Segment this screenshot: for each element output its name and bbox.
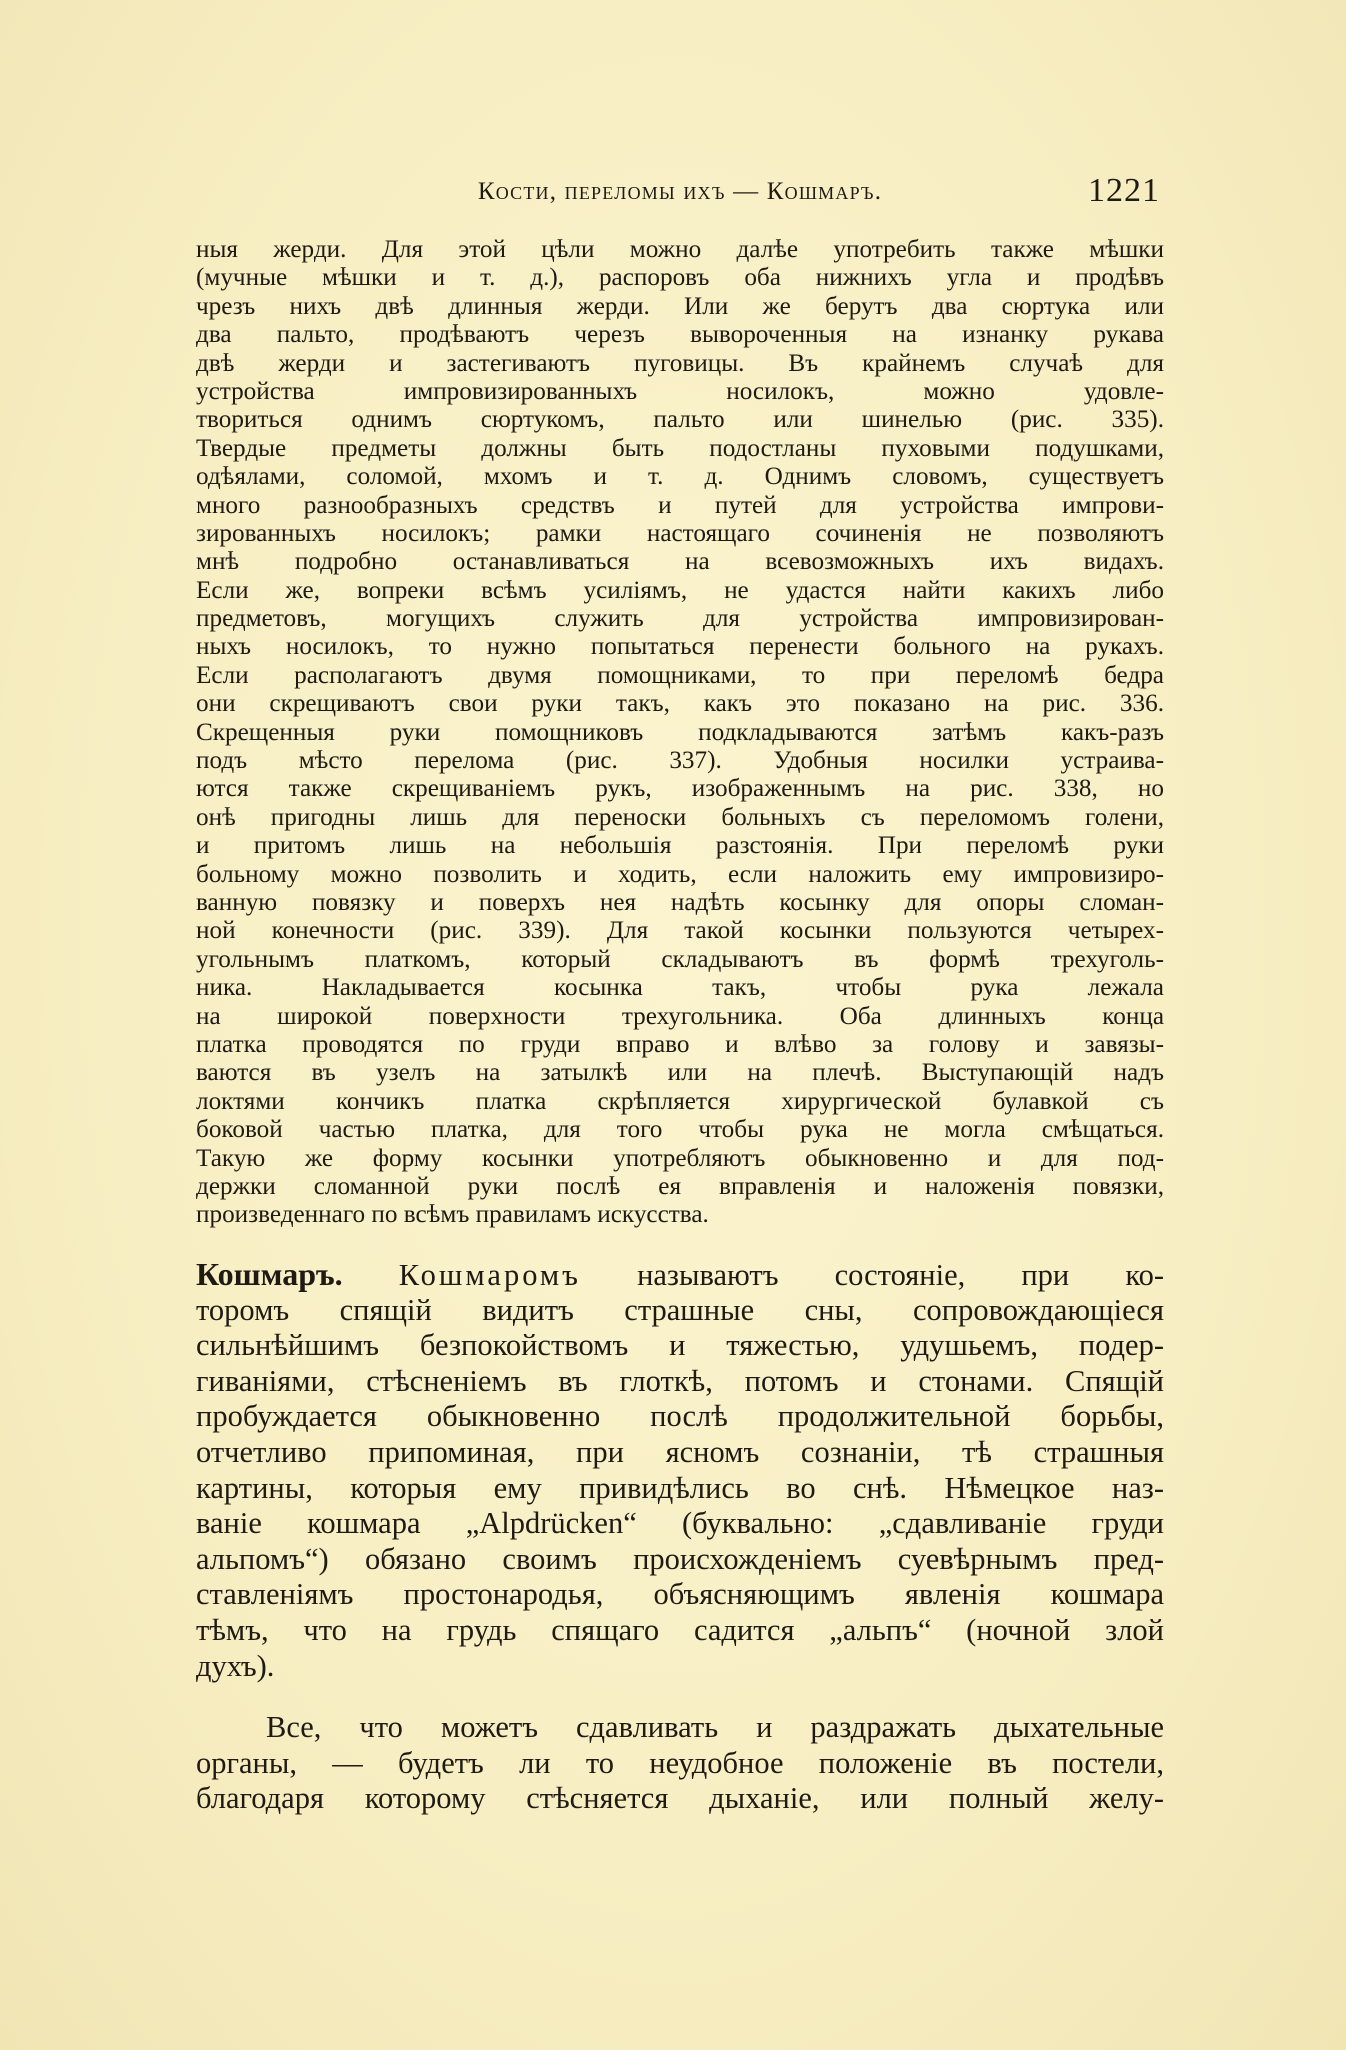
text-line: органы, — будетъ ли то неудобное положеніе въ постели, [196, 1745, 1164, 1780]
text-line: тѣмъ, что на грудь спящаго садится „альпъ“ (ночной злой [196, 1612, 1164, 1647]
text-line: сильнѣйшимъ безпокойствомъ и тяжестью, удушьемъ, подер- [196, 1328, 1164, 1363]
text-line: предметовъ, могущихъ служить для устройства импровизирован- [196, 605, 1164, 633]
text-line: угольнымъ платкомъ, который складываютъ въ формѣ трехуголь- [196, 945, 1164, 973]
text-line: отчетливо припоминая, при ясномъ сознаніи, тѣ страшныя [196, 1434, 1164, 1469]
text-line: Такую же форму косынки употребляютъ обыкновенно и для под- [196, 1144, 1164, 1172]
text-line: ванную повязку и поверхъ нея надѣть косынку для опоры сломан- [196, 888, 1164, 916]
text-line: два пальто, продѣваютъ черезъ вывороченныя на изнанку рукава [196, 321, 1164, 349]
text-line: духъ). [196, 1648, 275, 1683]
text-line: устройства импровизированныхъ носилокъ, можно удовле- [196, 377, 1164, 405]
text-line: Твердые предметы должны быть подостланы пуховыми подушками, [196, 434, 1164, 462]
page-number: 1221 [1088, 172, 1160, 209]
text-line: ваніе кошмара „Alpdrücken“ (буквально: „сдавливаніе груди [196, 1506, 1164, 1541]
text-line: (мучные мѣшки и т. д.), распоровъ оба нижнихъ угла и продѣвъ [196, 264, 1164, 292]
text-line: и притомъ лишь на небольшія разстоянія. При переломѣ руки [196, 832, 1164, 860]
text-line: ются также скрещиваніемъ рукъ, изображеннымъ на рис. 338, но [196, 775, 1164, 803]
text-line: твориться однимъ сюртукомъ, пальто или шинелью (рис. 335). [196, 406, 1164, 434]
running-title: Кости, переломы ихъ — Кошмаръ. [477, 178, 883, 205]
text-line: боковой частью платка, для того чтобы рука не могла смѣщаться. [196, 1116, 1164, 1144]
text-line: одѣялами, соломой, мхомъ и т. д. Однимъ словомъ, существуетъ [196, 463, 1164, 491]
text-line: ника. Накладывается косынка такъ, чтобы рука лежала [196, 974, 1164, 1002]
text-line: ной конечности (рис. 339). Для такой косынки пользуются четырех- [196, 917, 1164, 945]
article-headword: Кошмаръ. [196, 1257, 343, 1292]
text-line: благодаря которому стѣсняется дыханіе, или полный желу- [196, 1781, 1164, 1816]
text-line: зированныхъ носилокъ; рамки настоящаго сочиненія не позволяютъ [196, 519, 1164, 547]
running-head [200, 172, 1160, 222]
article-term: Кошмаромъ [398, 1258, 581, 1292]
text-line: ныя жерди. Для этой цѣли можно далѣе употребить также мѣшки [196, 236, 1164, 263]
text-line: мнѣ подробно останавливаться на всевозможныхъ ихъ видахъ. [196, 548, 1164, 576]
text-line: произведеннаго по всѣмъ правиламъ искусства. [196, 1201, 709, 1229]
text-line: пробуждается обыкновенно послѣ продолжительной борьбы, [196, 1399, 1164, 1434]
text-line: Если располагаютъ двумя помощниками, то при переломѣ бедра [196, 661, 1164, 689]
text-line: на широкой поверхности трехугольника. Оба длинныхъ конца [196, 1002, 1164, 1030]
text-line: Скрещенныя руки помощниковъ подкладываются затѣмъ какъ-разъ [196, 718, 1164, 746]
text-line: альпомъ“) обязано своимъ происхожденіемъ суевѣрнымъ пред- [196, 1541, 1164, 1576]
text-line: ставленіямъ простонародья, объясняющимъ явленія кошмара [196, 1577, 1164, 1612]
text-line: чрезъ нихъ двѣ длинныя жерди. Или же берутъ два сюртука или [196, 292, 1164, 320]
article-kosmar [196, 1257, 1164, 1817]
text-line: держки сломанной руки послѣ ея вправленія и наложенія повязки, [196, 1172, 1164, 1200]
text-line: подъ мѣсто перелома (рис. 337). Удобныя носилки устраива- [196, 747, 1164, 775]
text-run: называютъ состояніе, при ко- [637, 1258, 1164, 1292]
text-line: Все, что можетъ сдавливать и раздражать дыхательные [266, 1710, 1164, 1745]
text-line: двѣ жерди и застегиваютъ пуговицы. Въ крайнемъ случаѣ для [196, 349, 1164, 377]
text-line: ваются въ узелъ на затылкѣ или на плечѣ. Выступающій надъ [196, 1059, 1164, 1087]
text-line: Если же, вопреки всѣмъ усиліямъ, не удастся найти какихъ либо [196, 576, 1164, 604]
text-line: много разнообразныхъ средствъ и путей для устройства импрови- [196, 491, 1164, 519]
text-line: платка проводятся по груди вправо и влѣво за голову и завязы- [196, 1030, 1164, 1058]
text-line: больному можно позволить и ходить, если наложить ему импровизиро- [196, 860, 1164, 888]
text-line: гиваніями, стѣсненіемъ въ глоткѣ, потомъ и стонами. Спящій [196, 1363, 1164, 1398]
text-line: локтями кончикъ платка скрѣпляется хирургической булавкой съ [196, 1087, 1164, 1115]
text-line: онѣ пригодны лишь для переноски больныхъ съ переломомъ голени, [196, 803, 1164, 831]
text-line: ныхъ носилокъ, то нужно попытаться перенести больного на рукахъ. [196, 633, 1164, 661]
text-line: они скрещиваютъ свои руки такъ, какъ это показано на рис. 336. [196, 690, 1164, 718]
text-line: картины, которыя ему привидѣлись во снѣ. Нѣмецкое наз- [196, 1470, 1164, 1505]
article-first-line [196, 1257, 1164, 1293]
continuation-paragraph [196, 236, 1164, 1230]
text-line: торомъ спящій видитъ страшные сны, сопровождающіеся [196, 1292, 1164, 1327]
